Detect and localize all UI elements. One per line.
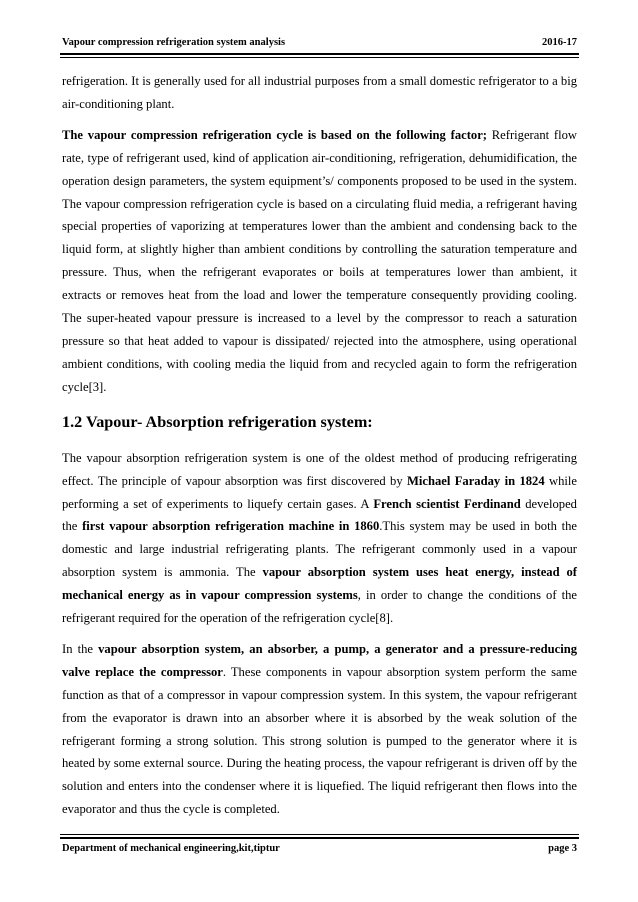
section-heading: 1.2 Vapour- Absorption refrigeration system: <box>62 412 373 431</box>
text-run: while performing a set of experiments to liquefy certain gases. A <box>62 473 577 511</box>
text-run: , in order to change the conditions of the refrigerant required for the operation of the refrigeration cycle[8]. <box>62 588 577 626</box>
bold-run: vapour absorption system uses heat energy, instead of mechanical energy as in vapour compression systems <box>62 565 577 603</box>
paragraph-absorption-history <box>62 447 577 630</box>
paragraph-intro: refrigeration. It is generally used for all industrial purposes from a small domestic refrigerator to a big air-conditioning plant. <box>62 74 577 111</box>
header-rule-thick <box>60 53 579 55</box>
text-run: .This system may be used in both the domestic and large industrial refrigerating plants. The refrigerant commonly used in a vapour absorption system is ammonia. The <box>62 519 577 580</box>
bold-run: first vapour absorption refrigeration machine in 1860 <box>82 519 380 534</box>
footer-rule-thick <box>60 837 579 839</box>
header-year: 2016-17 <box>542 37 577 48</box>
paragraph-vcr-factors <box>62 124 577 399</box>
text-run: The vapour absorption refrigeration system is one of the oldest method of producing refrigerating effect. The principle of vapour absorption was first discovered by <box>62 450 577 488</box>
page-footer <box>62 843 577 854</box>
footer-rule-thin <box>60 834 579 835</box>
page-header <box>62 37 577 48</box>
text-run: . These components in vapour absorption system perform the same function as that of a compressor in vapour compression system. In this system, the vapour refrigerant from the evaporator is drawn into an absorber where it is absorbed by the weak solution of the refrigerant forming a strong solution. This strong solution is pumped to the generator where it is heated by some external source. During the heating process, the vapour refrigerant is driven off by the solution and enters into the condenser where it is liquefied. The liquid refrigerant then flows into the evaporator and thus the cycle is completed. <box>62 664 577 817</box>
paragraph-vcr-factors-text: Refrigerant flow rate, type of refrigerant used, kind of application air-conditioning, refrigeration, dehumidification, the operation design parameters, the system equipment’s/ components proposed to be used in the system. The vapour compression refrigeration cycle is based on a circulating fluid media, a refrigerant having special properties of vaporizing at temperatures lower than the ambient and condensing back to the liquid form, at slightly higher than ambient conditions by controlling the saturation temperature and pressure. Thus, when the refrigerant evaporates or boils at temperatures lower than ambient, it extracts or removes heat from the load and lower the temperature consequently providing cooling. The super-heated vapour pressure is increased to a level by the compressor to reach a saturation pressure so that heat added to vapour is dissipated/ rejected into the atmosphere, using operational ambient conditions, with cooling media the liquid from and recycled again to form the refrigeration cycle[3]. <box>62 127 577 394</box>
header-rule-thin <box>60 57 579 58</box>
text-run: developed the <box>62 496 577 534</box>
page-number: page 3 <box>548 843 577 854</box>
bold-run: Michael Faraday in 1824 <box>407 473 545 488</box>
paragraph-vcr-factors-bold: The vapour compression refrigeration cycle is based on the following factor; <box>62 127 487 142</box>
footer-department: Department of mechanical engineering,kit,tiptur <box>62 843 280 854</box>
bold-run: French scientist Ferdinand <box>373 496 521 511</box>
paragraph-absorption-components <box>62 638 577 821</box>
header-title: Vapour compression refrigeration system analysis <box>62 37 286 48</box>
bold-run: vapour absorption system, an absorber, a pump, a generator and a pressure-reducing valve replace the compressor <box>62 641 577 679</box>
text-run: In the <box>62 641 99 656</box>
body-content <box>62 70 577 821</box>
